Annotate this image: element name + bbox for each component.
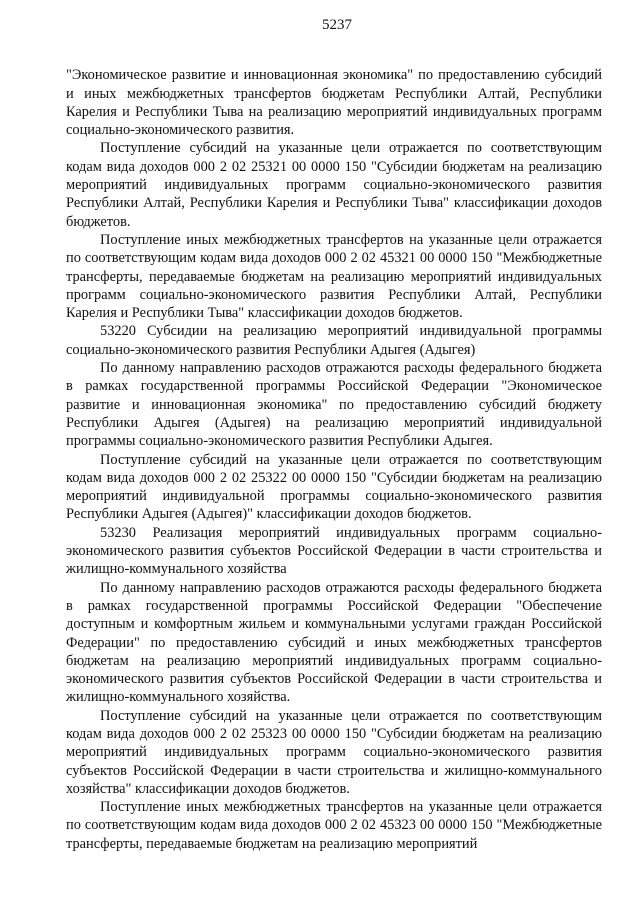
- paragraph-expenses-adygea: По данному направлению расходов отражаются расходы федерального бюджета в рамках государственной программы Российской Федерации "Экономическое развитие и инновационная экономика" по предоставлению субсидий бюджету Республики Адыгея (Адыгея) на реализацию мероприятий индивидуальной программы социально-экономического развития Республики Адыгея.: [66, 360, 602, 450]
- paragraph-subsidy-receipt-adygea: Поступление субсидий на указанные цели отражается по соответствующим кодам вида доходов 000 2 02 25322 00 0000 150 "Субсидии бюджетам на реализацию мероприятий индивидуальной программы социально-экономического развития Республики Адыгея (Адыгея)" классификации доходов бюджетов.: [66, 451, 602, 523]
- paragraph-subsidy-receipt-altai: Поступление субсидий на указанные цели отражается по соответствующим кодам вида доходов 000 2 02 25321 00 0000 150 "Субсидии бюджетам на реализацию мероприятий индивидуальных программ социально-экономического развития Республики Алтай, Республики Карелия и Республики Тыва" классификации доходов бюджетов.: [66, 140, 602, 230]
- paragraph-continuation: "Экономическое развитие и инновационная экономика" по предоставлению субсидий и иных межбюджетных трансфертов бюджетам Республики Алтай, Республики Карелия и Республики Тыва на реализацию мероприятий индивидуальных программ социально-экономического развития.: [66, 67, 602, 139]
- paragraph-subsidy-receipt-construction: Поступление субсидий на указанные цели отражается по соответствующим кодам вида доходов 000 2 02 25323 00 0000 150 "Субсидии бюджетам на реализацию мероприятий индивидуальных программ социально-экономического развития субъектов Российской Федерации в части строительства и жилищно-коммунального хозяйства" классификации доходов бюджетов.: [66, 707, 602, 797]
- section-heading-53230: 53230 Реализация мероприятий индивидуальных программ социально-экономического развития субъектов Российской Федерации в части строительства и жилищно-коммунального хозяйства: [66, 524, 602, 578]
- paragraph-transfers-receipt-construction: Поступление иных межбюджетных трансфертов на указанные цели отражается по соответствующим кодам вида доходов 000 2 02 45323 00 0000 150 "Межбюджетные трансферты, передаваемые бюджетам на реализацию мероприятий: [66, 799, 602, 852]
- section-heading-53220: 53220 Субсидии на реализацию мероприятий индивидуальной программы социально-экономического развития Республики Адыгея (Адыгея): [66, 323, 602, 358]
- paragraph-expenses-construction: По данному направлению расходов отражаются расходы федерального бюджета в рамках государственной программы Российской Федерации "Обеспечение доступным и комфортным жильем и коммунальными услугами граждан Российской Федерации" по предоставлению субсидий и иных межбюджетных трансфертов бюджетам на реализацию мероприятий индивидуальных программ социально-экономического развития субъектов Российской Федерации в части строительства и жилищно-коммунального хозяйства.: [66, 579, 602, 706]
- page-number: 5237: [322, 17, 352, 33]
- paragraph-transfers-receipt-altai: Поступление иных межбюджетных трансфертов на указанные цели отражается по соответствующим кодам вида доходов 000 2 02 45321 00 0000 150 "Межбюджетные трансферты, передаваемые бюджетам на реализацию мероприятий индивидуальных программ социально-экономического развития Республики Алтай, Республики Карелия и Республики Тыва" классификации доходов бюджетов.: [66, 231, 602, 322]
